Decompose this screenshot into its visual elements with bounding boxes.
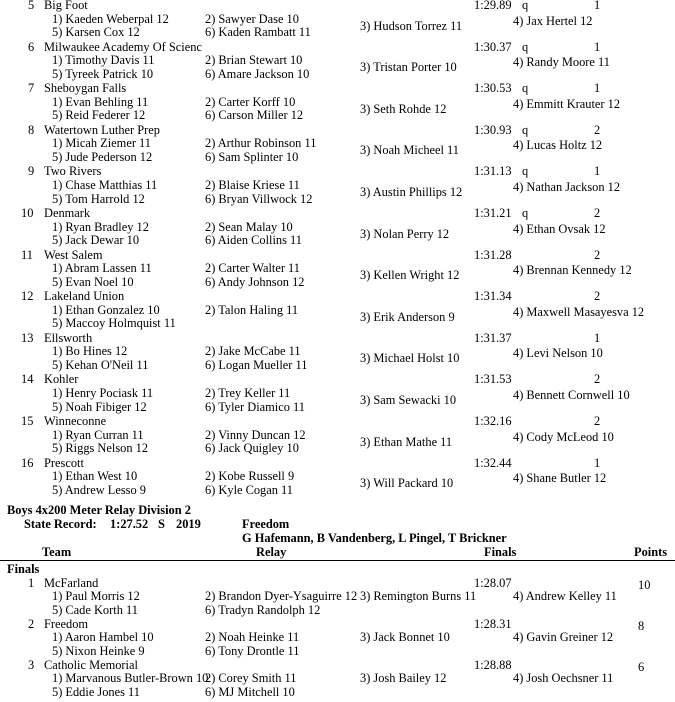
runner: 5) Jude Pederson 12	[52, 150, 153, 164]
runner: 2) Sean Malay 10	[205, 219, 293, 234]
header-team: Team	[42, 545, 72, 559]
runner: 4) Emmitt Krauter 12	[513, 96, 621, 111]
runner: 1) Abram Lassen 11	[52, 261, 152, 276]
entry-place: 10	[21, 206, 34, 220]
runner: 2) Brandon Dyer-Ysaguirre 12	[205, 589, 358, 603]
record-label: State Record:	[24, 517, 97, 531]
entry-heat: 2	[594, 247, 601, 262]
runner: 5) Eddie Jones 11	[52, 685, 140, 699]
runner: 1) Ethan Gonzalez 10	[52, 302, 160, 317]
runner: 6) Tony Drontle 11	[205, 644, 300, 658]
entry-time: 1:31.34	[474, 289, 512, 304]
entry-time: 1:30.93	[474, 122, 512, 137]
entry-place: 2	[28, 617, 35, 631]
section-label: Finals	[7, 562, 40, 576]
runner: 2) Brian Stewart 10	[205, 53, 303, 68]
runner: 6) Tyler Diamico 11	[205, 399, 305, 414]
entry-time: 1:32.44	[474, 455, 512, 470]
runner: 2) Talon Haling 11	[205, 302, 299, 317]
runner: 1) Evan Behling 11	[52, 94, 149, 109]
runner: 5) Andrew Lesso 9	[52, 482, 146, 497]
entry-place: 6	[28, 39, 35, 54]
entry-team: Watertown Luther Prep	[44, 122, 160, 137]
runner: 3) Tristan Porter 10	[360, 60, 457, 75]
entry-place: 1	[28, 576, 35, 590]
entry-heat: 1	[594, 455, 601, 470]
header-relay: Relay	[256, 545, 287, 559]
runner: 3) Austin Phillips 12	[360, 185, 463, 199]
runner: 1) Ethan West 10	[52, 469, 138, 484]
runner: 4) Randy Moore 11	[513, 55, 610, 70]
runner: 2) Carter Korff 10	[205, 94, 296, 109]
runner: 5) Noah Fibiger 12	[52, 399, 147, 414]
entry-team: Big Foot	[44, 0, 88, 12]
runner: 2) Noah Heinke 11	[205, 630, 300, 644]
runner: 3) Seth Rohde 12	[360, 101, 447, 116]
entry-heat: 2	[594, 206, 601, 220]
runner: 4) Ethan Ovsak 12	[513, 221, 606, 236]
runner: 5) Reid Federer 12	[52, 108, 146, 123]
runner: 6) Sam Splinter 10	[205, 150, 299, 164]
entry-heat: 1	[594, 39, 601, 54]
entry-time: 1:31.28	[474, 247, 512, 262]
runner: 3) Josh Bailey 12	[360, 671, 447, 685]
runner: 4) Josh Oechsner 11	[513, 671, 614, 685]
runner: 6) Kyle Cogan 11	[205, 482, 293, 497]
entry-heat: 2	[594, 372, 601, 387]
runner: 6) Carson Miller 12	[205, 108, 304, 123]
entry-team: Catholic Memorial	[44, 658, 138, 672]
qualifier-mark: q	[522, 206, 529, 220]
entry-team: Milwaukee Academy Of Scienc	[44, 39, 202, 54]
runner: 3) Erik Anderson 9	[360, 309, 455, 324]
runner: 3) Jack Bonnet 10	[360, 630, 450, 644]
entry-place: 11	[21, 247, 33, 262]
entry-time: 1:31.37	[474, 330, 512, 345]
runner: 4) Shane Butler 12	[513, 471, 607, 486]
runner: 3) Kellen Wright 12	[360, 268, 460, 283]
entry-time: 1:32.16	[474, 414, 512, 428]
runner: 1) Aaron Hambel 10	[52, 630, 154, 644]
entry-heat: 1	[594, 330, 601, 345]
header-points: Points	[634, 545, 668, 559]
runner: 1) Chase Matthias 11	[52, 178, 158, 192]
record-runners: G Hafemann, B Vandenberg, L Pingel, T Brickner	[242, 531, 507, 545]
runner: 1) Micah Ziemer 11	[52, 136, 151, 151]
entry-time: 1:31.53	[474, 372, 512, 387]
runner: 6) Jack Quigley 10	[205, 441, 299, 456]
entry-place: 7	[28, 81, 35, 96]
runner: 2) Vinny Duncan 12	[205, 427, 306, 442]
runner: 6) Kaden Rambatt 11	[205, 25, 311, 40]
runner: 5) Kehan O'Neil 11	[52, 358, 149, 372]
entry-team: Freedom	[44, 617, 89, 631]
entry-place: 9	[28, 164, 35, 179]
runner: 2) Carter Walter 11	[205, 261, 300, 276]
entry-team: Ellsworth	[44, 330, 93, 345]
runner: 3) Noah Micheel 11	[360, 143, 459, 158]
entry-place: 16	[21, 455, 34, 470]
qualifier-mark: q	[522, 164, 529, 179]
entry-place: 15	[21, 414, 34, 428]
runner: 3) Michael Holst 10	[360, 351, 460, 366]
record-flag: S	[158, 517, 165, 531]
runner: 4) Andrew Kelley 11	[513, 589, 617, 603]
runner: 2) Kobe Russell 9	[205, 469, 295, 484]
entry-time: 1:29.89	[474, 0, 512, 12]
event-title: Boys 4x200 Meter Relay Division 2	[7, 503, 191, 517]
runner: 4) Gavin Greiner 12	[513, 630, 614, 644]
qualifier-mark: q	[522, 122, 529, 137]
runner: 2) Jake McCabe 11	[205, 344, 301, 359]
entry-team: Kohler	[44, 372, 79, 387]
record-team: Freedom	[242, 517, 290, 531]
runner: 2) Corey Smith 11	[205, 671, 297, 685]
runner: 3) Sam Sewacki 10	[360, 393, 457, 407]
entry-heat: 1	[594, 0, 601, 12]
record-time: 1:27.52	[110, 517, 149, 531]
entry-team: Sheboygan Falls	[44, 81, 127, 96]
runner: 2) Trey Keller 11	[205, 386, 291, 400]
entry-heat: 2	[594, 289, 601, 304]
runner: 1) Timothy Davis 11	[52, 53, 155, 68]
runner: 3) Nolan Perry 12	[360, 226, 450, 241]
entry-team: Two Rivers	[44, 164, 102, 179]
runner: 4) Brennan Kennedy 12	[513, 263, 632, 278]
runner: 1) Ryan Curran 11	[52, 427, 144, 442]
qualifier-mark: q	[522, 0, 529, 12]
runner: 2) Sawyer Dase 10	[205, 11, 299, 26]
runner: 5) Jack Dewar 10	[52, 233, 140, 248]
entry-points: 8	[638, 619, 645, 633]
entry-place: 14	[21, 372, 34, 387]
runner: 3) Will Packard 10	[360, 476, 454, 491]
runner: 1) Marvanous Butler-Brown 10	[52, 671, 209, 685]
entry-time: 1:28.07	[474, 576, 512, 590]
runner: 6) Bryan Villwock 12	[205, 191, 313, 206]
entry-time: 1:30.53	[474, 81, 512, 96]
runner: 1) Ryan Bradley 12	[52, 219, 149, 234]
entry-place: 12	[21, 289, 34, 304]
runner: 4) Bennett Cornwell 10	[513, 388, 630, 402]
runner: 5) Riggs Nelson 12	[52, 441, 149, 456]
runner: 4) Jax Hertel 12	[513, 13, 593, 28]
qualifier-mark: q	[522, 39, 529, 54]
runner: 1) Henry Pociask 11	[52, 386, 154, 400]
entry-time: 1:28.88	[474, 658, 512, 672]
entry-team: West Salem	[44, 247, 103, 262]
runner: 6) Amare Jackson 10	[205, 66, 310, 81]
runner: 1) Kaeden Weberpal 12	[52, 11, 169, 26]
entry-place: 3	[28, 658, 35, 672]
entry-team: Prescott	[44, 455, 84, 470]
runner: 3) Ethan Mathe 11	[360, 434, 453, 449]
entry-team: Denmark	[44, 206, 91, 220]
runner: 5) Tom Harrold 12	[52, 191, 145, 206]
record-year: 2019	[176, 517, 201, 531]
runner: 4) Lucas Holtz 12	[513, 138, 603, 153]
entry-heat: 1	[594, 81, 601, 96]
runner: 4) Nathan Jackson 12	[513, 180, 621, 194]
entry-team: Lakeland Union	[44, 289, 125, 304]
qualifier-mark: q	[522, 81, 529, 96]
runner: 1) Bo Hines 12	[52, 344, 128, 359]
header-rule	[0, 560, 675, 561]
runner: 5) Tyreek Patrick 10	[52, 66, 154, 81]
runner: 3) Remington Burns 11	[360, 589, 477, 603]
runner: 3) Hudson Torrez 11	[360, 18, 463, 33]
runner: 2) Arthur Robinson 11	[205, 136, 317, 151]
entry-heat: 2	[594, 122, 601, 137]
runner: 5) Maccoy Holmquist 11	[52, 316, 176, 331]
entry-time: 1:31.13	[474, 164, 512, 179]
entry-points: 10	[638, 578, 651, 592]
entry-points: 6	[638, 660, 645, 674]
entry-time: 1:31.21	[474, 206, 512, 220]
runner: 4) Levi Nelson 10	[513, 346, 603, 361]
entry-heat: 2	[594, 414, 601, 428]
runner: 6) Tradyn Randolph 12	[205, 603, 321, 617]
entry-time: 1:30.37	[474, 39, 512, 54]
runner: 5) Karsen Cox 12	[52, 25, 140, 40]
entry-team: Winneconne	[44, 414, 107, 428]
runner: 5) Evan Noel 10	[52, 274, 134, 289]
entry-team: McFarland	[44, 576, 99, 590]
runner: 6) MJ Mitchell 10	[205, 685, 295, 699]
entry-place: 8	[28, 122, 35, 137]
runner: 5) Cade Korth 11	[52, 603, 138, 617]
entry-place: 13	[21, 330, 34, 345]
runner: 6) Logan Mueller 11	[205, 358, 308, 372]
entry-heat: 1	[594, 164, 601, 179]
runner: 2) Blaise Kriese 11	[205, 178, 300, 192]
runner: 6) Aiden Collins 11	[205, 233, 302, 248]
runner: 4) Cody McLeod 10	[513, 429, 614, 444]
runner: 1) Paul Morris 12	[52, 589, 140, 603]
entry-time: 1:28.31	[474, 617, 512, 631]
runner: 5) Nixon Heinke 9	[52, 644, 145, 658]
runner: 4) Maxwell Masayesva 12	[513, 304, 645, 319]
entry-place: 5	[28, 0, 35, 12]
runner: 6) Andy Johnson 12	[205, 274, 305, 289]
header-finals: Finals	[484, 545, 517, 559]
